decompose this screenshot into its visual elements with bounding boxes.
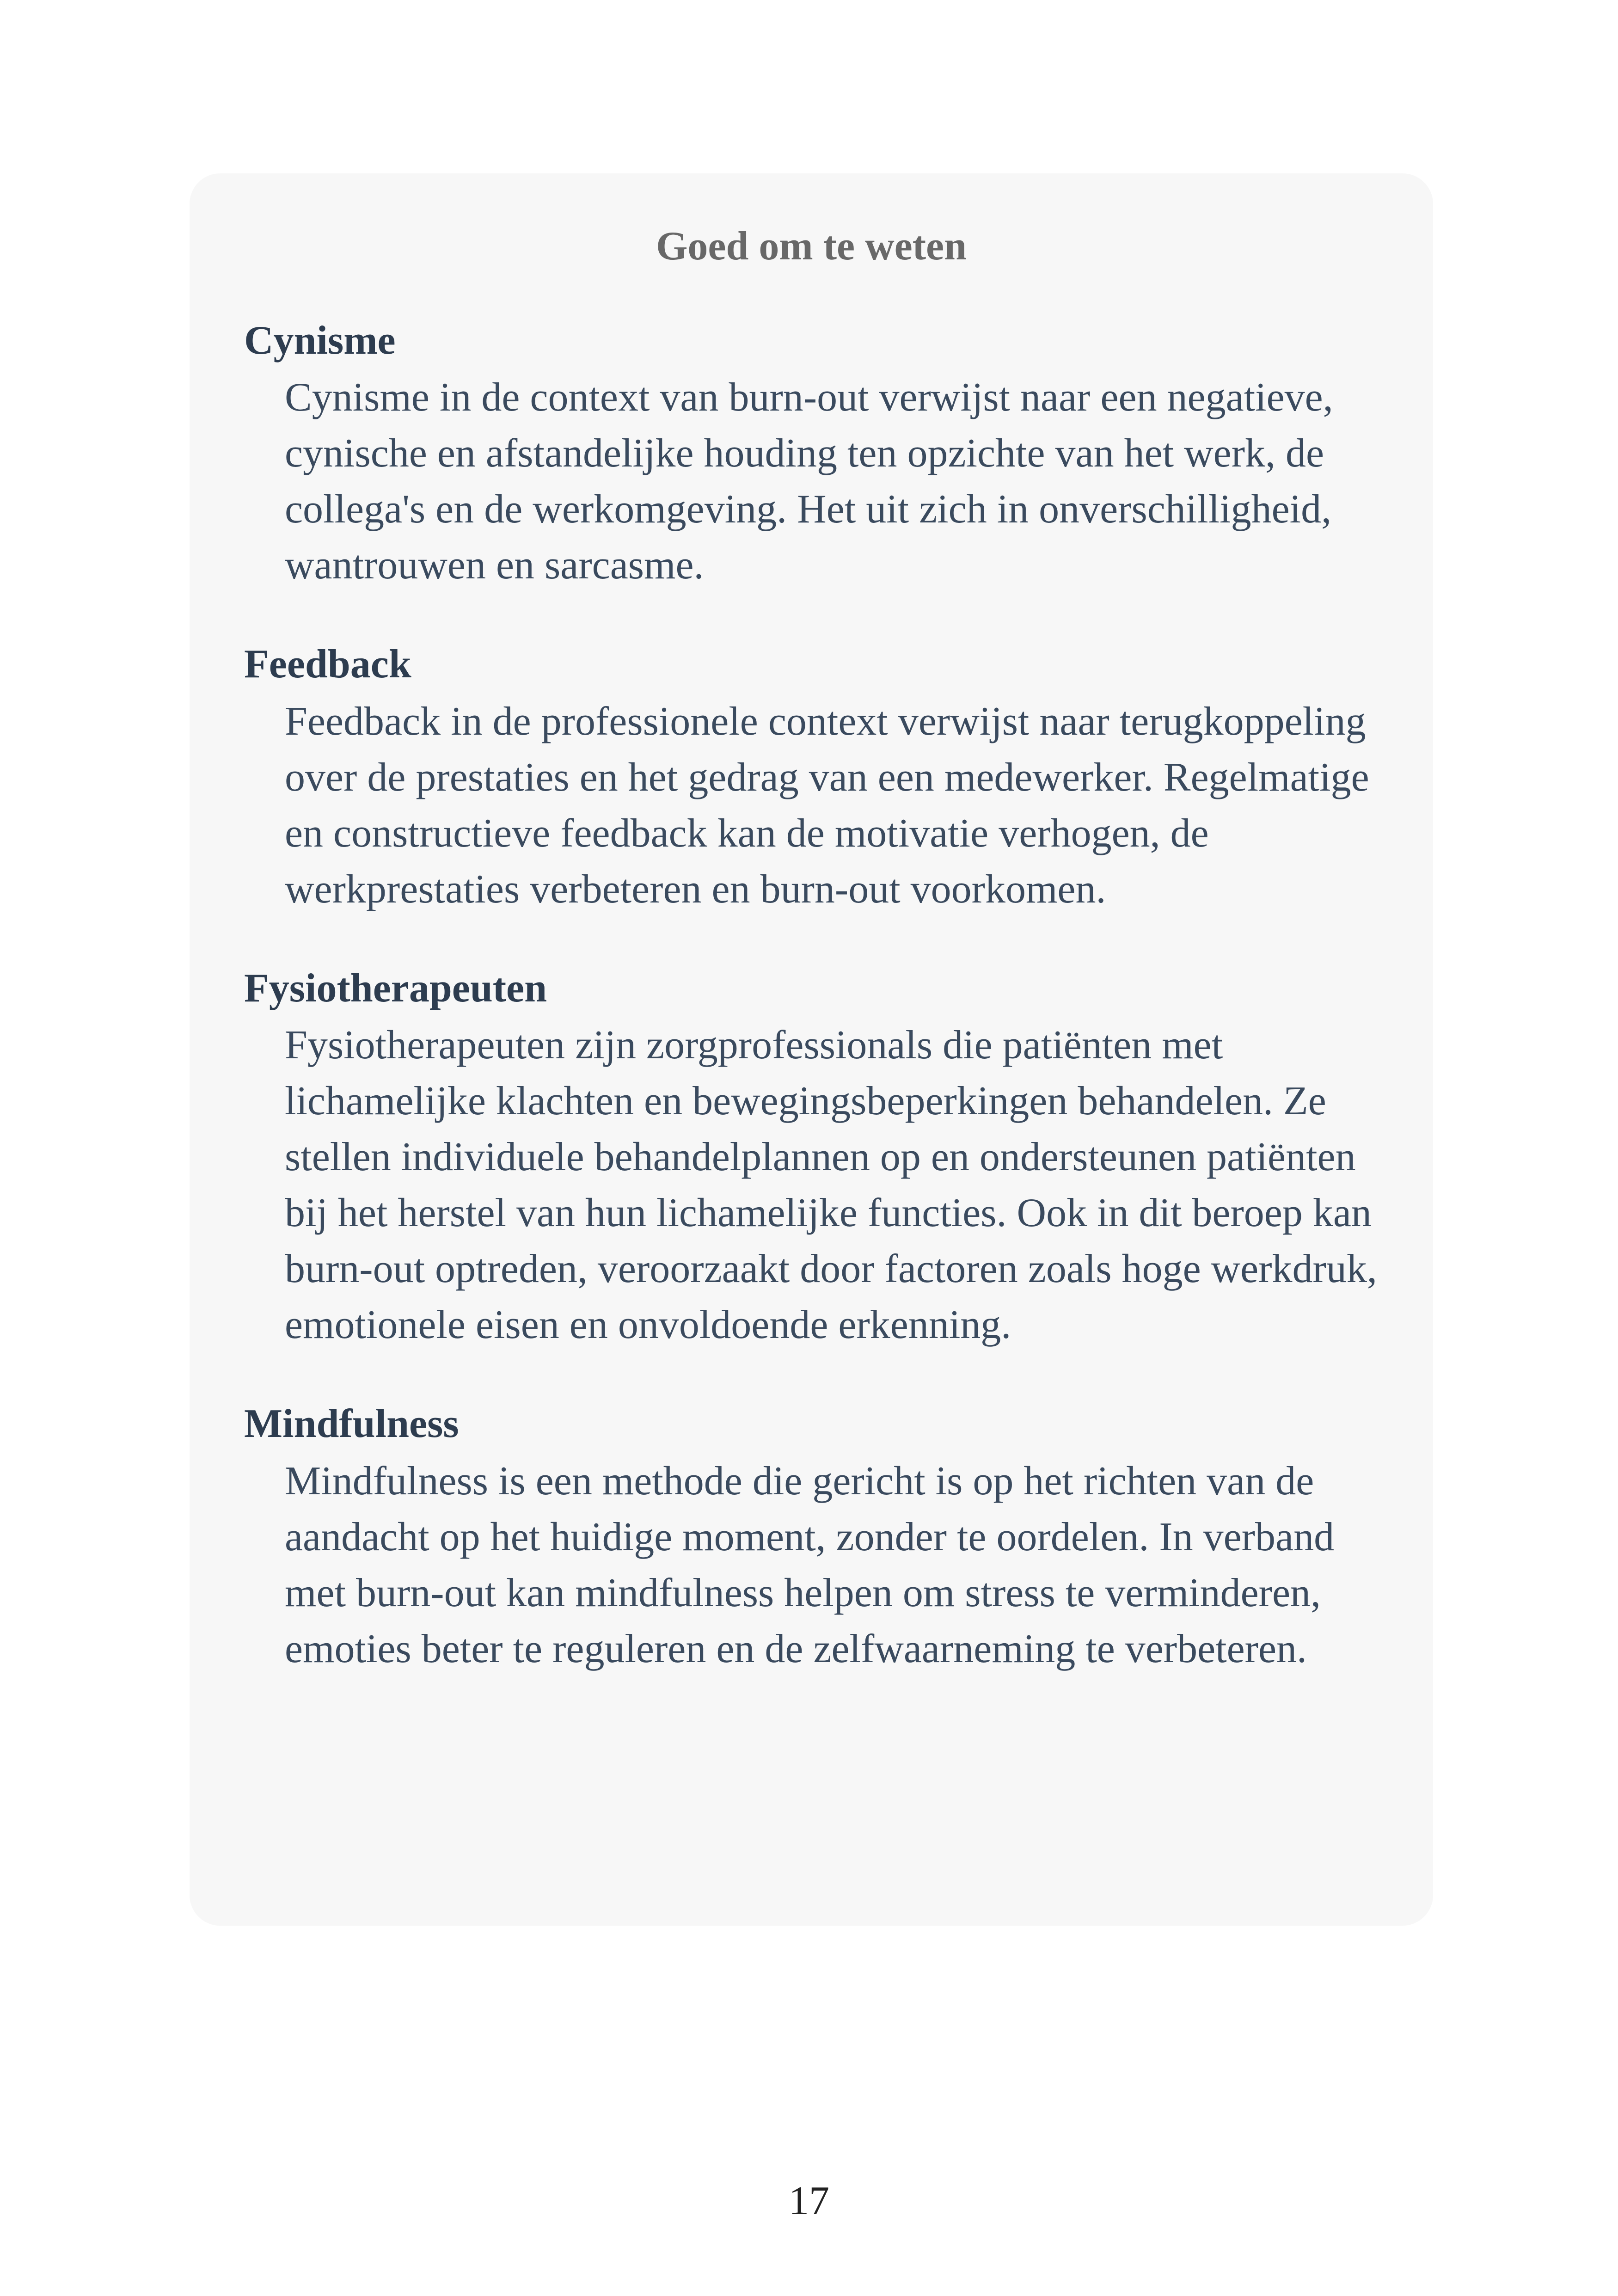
glossary-definition: Feedback in de professionele context verwijst naar terugkoppeling over de prestaties en het gedrag van een medewerker. Regelmatige en constructieve feedback kan de motivatie verhogen, de werkprestaties verbeteren en burn-out voorkomen. bbox=[285, 699, 1369, 912]
glossary-definition: Mindfulness is een methode die gericht is op het richten van de aandacht op het huidige moment, zonder te oordelen. In verband met burn-out kan mindfulness helpen om stress te verminderen, emoties beter te reguleren en de zelfwaarneming te verbeteren. bbox=[285, 1458, 1335, 1671]
info-box bbox=[190, 173, 1433, 1926]
glossary-entry bbox=[244, 1400, 1379, 1677]
glossary-definition: Cynisme in de context van burn-out verwijst naar een negatieve, cynische en afstandelijke houding ten opzichte van het werk, de collega's en de werkomgeving. Het uit zich in onverschilligheid, wantrouwen en sarcasme. bbox=[285, 375, 1333, 588]
page-number: 17 bbox=[789, 2179, 829, 2223]
glossary-term: Mindfulness bbox=[244, 1401, 459, 1447]
glossary-term: Cynisme bbox=[244, 318, 396, 363]
box-title: Goed om te weten bbox=[656, 224, 967, 269]
glossary-term: Feedback bbox=[244, 642, 411, 687]
glossary-definition: Fysiotherapeuten zijn zorgprofessionals die patiënten met lichamelijke klachten en bewegingsbeperkingen behandelen. Ze stellen individuele behandelplannen op en ondersteunen patiënten bij het herstel van hun lichamelijke functies. Ook in dit beroep kan burn-out optreden, veroorzaakt door factoren zoals hoge werkdruk, emotionele eisen en onvoldoende erkenning. bbox=[285, 1023, 1377, 1348]
glossary-entry bbox=[244, 640, 1379, 917]
glossary-term: Fysiotherapeuten bbox=[244, 965, 547, 1011]
glossary-entry bbox=[244, 964, 1379, 1353]
glossary-entry bbox=[244, 316, 1379, 594]
